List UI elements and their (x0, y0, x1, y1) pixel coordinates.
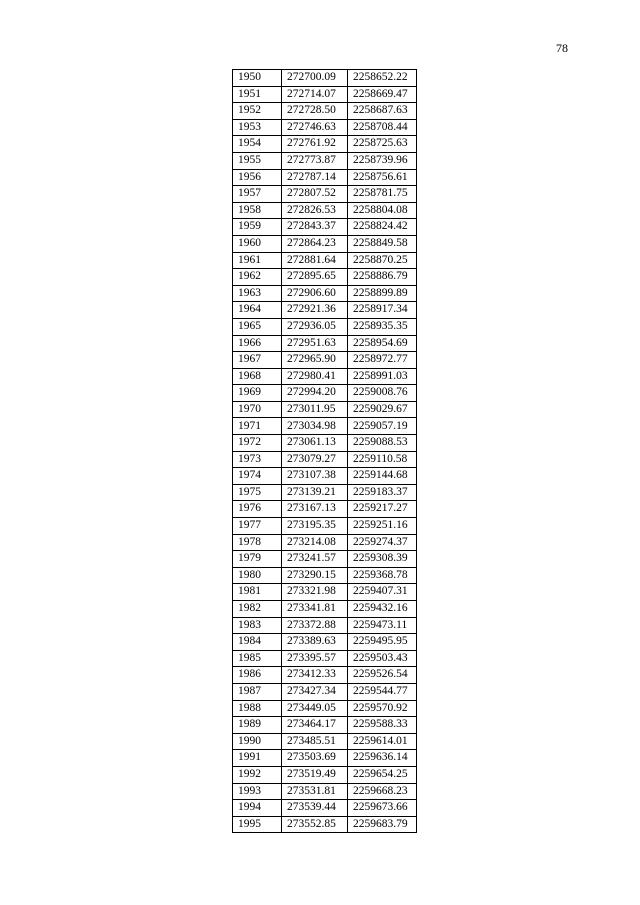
northing-cell: 2258870.25 (348, 252, 417, 269)
table-row (233, 202, 417, 219)
table-row (233, 252, 417, 269)
page-number: 78 (556, 41, 568, 55)
point-id-cell: 1984 (233, 634, 282, 651)
northing-cell: 2259088.53 (348, 435, 417, 452)
northing-cell: 2259588.33 (348, 717, 417, 734)
northing-cell: 2259029.67 (348, 401, 417, 418)
northing-cell: 2259057.19 (348, 418, 417, 435)
easting-cell: 273061.13 (282, 435, 348, 452)
northing-cell: 2259654.25 (348, 766, 417, 783)
northing-cell: 2259570.92 (348, 700, 417, 717)
easting-cell: 273195.35 (282, 518, 348, 535)
northing-cell: 2259217.27 (348, 501, 417, 518)
northing-cell: 2258935.35 (348, 318, 417, 335)
northing-cell: 2259544.77 (348, 683, 417, 700)
easting-cell: 273503.69 (282, 750, 348, 767)
easting-cell: 273464.17 (282, 717, 348, 734)
easting-cell: 272864.23 (282, 235, 348, 252)
easting-cell: 272773.87 (282, 152, 348, 169)
easting-cell: 272761.92 (282, 136, 348, 153)
table-row (233, 385, 417, 402)
northing-cell: 2258669.47 (348, 86, 417, 103)
northing-cell: 2259008.76 (348, 385, 417, 402)
point-id-cell: 1994 (233, 800, 282, 817)
table-row (233, 683, 417, 700)
table-row (233, 169, 417, 186)
table-row (233, 235, 417, 252)
point-id-cell: 1986 (233, 667, 282, 684)
northing-cell: 2258917.34 (348, 302, 417, 319)
northing-cell: 2258725.63 (348, 136, 417, 153)
point-id-cell: 1982 (233, 601, 282, 618)
easting-cell: 272881.64 (282, 252, 348, 269)
point-id-cell: 1963 (233, 285, 282, 302)
point-id-cell: 1981 (233, 584, 282, 601)
easting-cell: 273372.88 (282, 617, 348, 634)
table-row (233, 418, 417, 435)
table-row (233, 617, 417, 634)
point-id-cell: 1972 (233, 435, 282, 452)
table-row (233, 86, 417, 103)
northing-cell: 2259407.31 (348, 584, 417, 601)
table-row (233, 186, 417, 203)
table-body (233, 70, 417, 833)
table-row (233, 318, 417, 335)
northing-cell: 2259673.66 (348, 800, 417, 817)
northing-cell: 2259473.11 (348, 617, 417, 634)
easting-cell: 273079.27 (282, 451, 348, 468)
northing-cell: 2258739.96 (348, 152, 417, 169)
table-row (233, 700, 417, 717)
northing-cell: 2258954.69 (348, 335, 417, 352)
table-row (233, 800, 417, 817)
northing-cell: 2259683.79 (348, 816, 417, 833)
northing-cell: 2258991.03 (348, 368, 417, 385)
table-row (233, 435, 417, 452)
easting-cell: 273241.57 (282, 551, 348, 568)
table-row (233, 219, 417, 236)
table-row (233, 584, 417, 601)
northing-cell: 2259308.39 (348, 551, 417, 568)
easting-cell: 273214.08 (282, 534, 348, 551)
point-id-cell: 1980 (233, 567, 282, 584)
point-id-cell: 1966 (233, 335, 282, 352)
northing-cell: 2259614.01 (348, 733, 417, 750)
point-id-cell: 1950 (233, 70, 282, 87)
point-id-cell: 1985 (233, 650, 282, 667)
easting-cell: 273139.21 (282, 484, 348, 501)
easting-cell: 272895.65 (282, 269, 348, 286)
point-id-cell: 1955 (233, 152, 282, 169)
easting-cell: 273341.81 (282, 601, 348, 618)
easting-cell: 272807.52 (282, 186, 348, 203)
easting-cell: 273519.49 (282, 766, 348, 783)
northing-cell: 2259668.23 (348, 783, 417, 800)
easting-cell: 272746.63 (282, 119, 348, 136)
easting-cell: 273485.51 (282, 733, 348, 750)
point-id-cell: 1968 (233, 368, 282, 385)
easting-cell: 273427.34 (282, 683, 348, 700)
table-row (233, 335, 417, 352)
easting-cell: 272980.41 (282, 368, 348, 385)
easting-cell: 272700.09 (282, 70, 348, 87)
table-row (233, 103, 417, 120)
table-row (233, 451, 417, 468)
point-id-cell: 1956 (233, 169, 282, 186)
point-id-cell: 1993 (233, 783, 282, 800)
table-row (233, 518, 417, 535)
northing-cell: 2258804.08 (348, 202, 417, 219)
table-row (233, 733, 417, 750)
point-id-cell: 1977 (233, 518, 282, 535)
table-row (233, 136, 417, 153)
easting-cell: 272714.07 (282, 86, 348, 103)
point-id-cell: 1995 (233, 816, 282, 833)
easting-cell: 273552.85 (282, 816, 348, 833)
point-id-cell: 1954 (233, 136, 282, 153)
easting-cell: 272965.90 (282, 352, 348, 369)
northing-cell: 2259183.37 (348, 484, 417, 501)
point-id-cell: 1990 (233, 733, 282, 750)
table-row (233, 352, 417, 369)
point-id-cell: 1951 (233, 86, 282, 103)
table-row (233, 401, 417, 418)
point-id-cell: 1959 (233, 219, 282, 236)
easting-cell: 273107.38 (282, 468, 348, 485)
easting-cell: 273011.95 (282, 401, 348, 418)
table-row (233, 484, 417, 501)
northing-cell: 2258972.77 (348, 352, 417, 369)
easting-cell: 272826.53 (282, 202, 348, 219)
point-id-cell: 1971 (233, 418, 282, 435)
point-id-cell: 1957 (233, 186, 282, 203)
point-id-cell: 1964 (233, 302, 282, 319)
northing-cell: 2258849.58 (348, 235, 417, 252)
table-row (233, 783, 417, 800)
table-row (233, 119, 417, 136)
point-id-cell: 1976 (233, 501, 282, 518)
northing-cell: 2258899.89 (348, 285, 417, 302)
northing-cell: 2258756.61 (348, 169, 417, 186)
easting-cell: 273449.05 (282, 700, 348, 717)
point-id-cell: 1967 (233, 352, 282, 369)
northing-cell: 2259274.37 (348, 534, 417, 551)
easting-cell: 273389.63 (282, 634, 348, 651)
easting-cell: 273395.57 (282, 650, 348, 667)
easting-cell: 273034.98 (282, 418, 348, 435)
point-id-cell: 1979 (233, 551, 282, 568)
table-row (233, 534, 417, 551)
table-row (233, 70, 417, 87)
northing-cell: 2259526.54 (348, 667, 417, 684)
point-id-cell: 1989 (233, 717, 282, 734)
coordinate-table (232, 69, 417, 833)
point-id-cell: 1974 (233, 468, 282, 485)
northing-cell: 2259251.16 (348, 518, 417, 535)
table-row (233, 152, 417, 169)
table-row (233, 567, 417, 584)
point-id-cell: 1988 (233, 700, 282, 717)
table-row (233, 501, 417, 518)
northing-cell: 2259144.68 (348, 468, 417, 485)
easting-cell: 272936.05 (282, 318, 348, 335)
table-row (233, 601, 417, 618)
point-id-cell: 1960 (233, 235, 282, 252)
point-id-cell: 1970 (233, 401, 282, 418)
easting-cell: 272843.37 (282, 219, 348, 236)
table-row (233, 667, 417, 684)
northing-cell: 2258708.44 (348, 119, 417, 136)
northing-cell: 2258687.63 (348, 103, 417, 120)
table-row (233, 468, 417, 485)
easting-cell: 272906.60 (282, 285, 348, 302)
point-id-cell: 1965 (233, 318, 282, 335)
point-id-cell: 1975 (233, 484, 282, 501)
northing-cell: 2259110.58 (348, 451, 417, 468)
northing-cell: 2258886.79 (348, 269, 417, 286)
northing-cell: 2259368.78 (348, 567, 417, 584)
easting-cell: 272951.63 (282, 335, 348, 352)
easting-cell: 272728.50 (282, 103, 348, 120)
point-id-cell: 1952 (233, 103, 282, 120)
point-id-cell: 1973 (233, 451, 282, 468)
northing-cell: 2259636.14 (348, 750, 417, 767)
easting-cell: 273539.44 (282, 800, 348, 817)
table-row (233, 717, 417, 734)
easting-cell: 273412.33 (282, 667, 348, 684)
easting-cell: 273290.15 (282, 567, 348, 584)
table-row (233, 551, 417, 568)
easting-cell: 272921.36 (282, 302, 348, 319)
table-row (233, 650, 417, 667)
table-row (233, 766, 417, 783)
table-row (233, 634, 417, 651)
point-id-cell: 1992 (233, 766, 282, 783)
northing-cell: 2259432.16 (348, 601, 417, 618)
northing-cell: 2258652.22 (348, 70, 417, 87)
easting-cell: 273167.13 (282, 501, 348, 518)
easting-cell: 273531.81 (282, 783, 348, 800)
northing-cell: 2258781.75 (348, 186, 417, 203)
point-id-cell: 1961 (233, 252, 282, 269)
point-id-cell: 1962 (233, 269, 282, 286)
point-id-cell: 1987 (233, 683, 282, 700)
point-id-cell: 1953 (233, 119, 282, 136)
point-id-cell: 1991 (233, 750, 282, 767)
easting-cell: 272787.14 (282, 169, 348, 186)
northing-cell: 2259495.95 (348, 634, 417, 651)
easting-cell: 273321.98 (282, 584, 348, 601)
table-row (233, 269, 417, 286)
easting-cell: 272994.20 (282, 385, 348, 402)
northing-cell: 2259503.43 (348, 650, 417, 667)
point-id-cell: 1978 (233, 534, 282, 551)
table-row (233, 302, 417, 319)
point-id-cell: 1969 (233, 385, 282, 402)
table-row (233, 285, 417, 302)
point-id-cell: 1958 (233, 202, 282, 219)
table-row (233, 368, 417, 385)
table-row (233, 816, 417, 833)
table-row (233, 750, 417, 767)
point-id-cell: 1983 (233, 617, 282, 634)
northing-cell: 2258824.42 (348, 219, 417, 236)
